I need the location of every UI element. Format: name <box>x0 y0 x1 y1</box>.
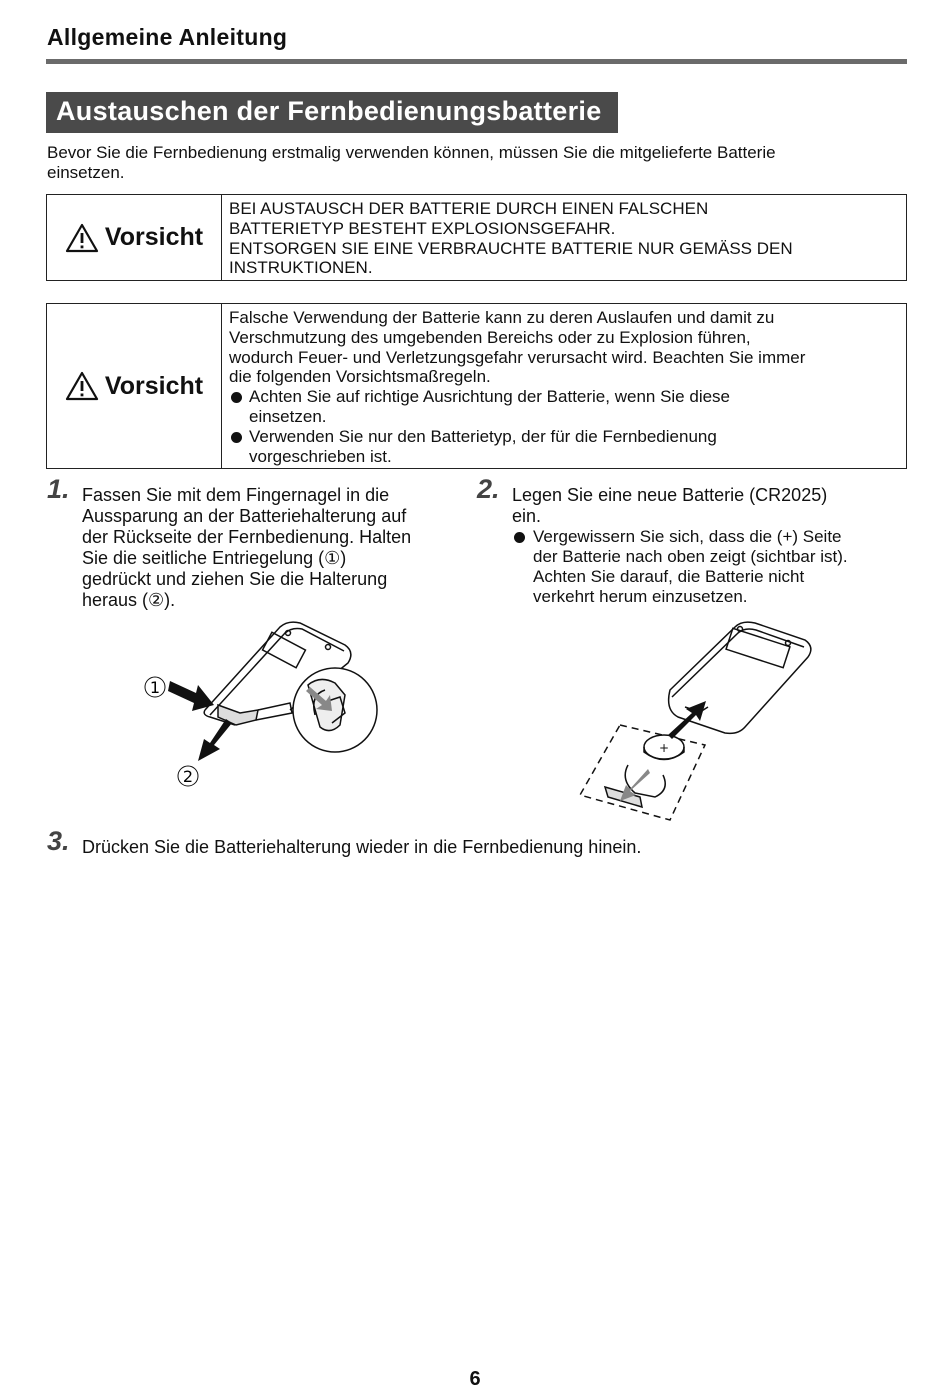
intro-line: Bevor Sie die Fernbedienung erstmalig verwenden können, müssen Sie die mitgelieferte Batterie <box>47 143 776 162</box>
caution-text <box>222 304 906 468</box>
step-text: Drücken Sie die Batteriehalterung wieder in die Fernbedienung hinein. <box>82 837 642 857</box>
bullet-dot-icon <box>514 532 525 543</box>
caution-bullet-list <box>229 387 898 466</box>
caution-line: BATTERIETYP BESTEHT EXPLOSIONSGEFAHR. <box>229 218 616 238</box>
caution-line: ENTSORGEN SIE EINE VERBRAUCHTE BATTERIE NUR GEMÄSS DEN <box>229 238 793 258</box>
caution-line: die folgenden Vorsichtsmaßregeln. <box>229 367 491 387</box>
header-rule <box>46 59 907 64</box>
bullet-line: Achten Sie darauf, die Batterie nicht <box>533 567 805 586</box>
bullet-line: vorgeschrieben ist. <box>249 446 392 466</box>
intro-paragraph <box>47 143 907 183</box>
battery-insertion-illustration <box>560 615 820 830</box>
figure-marker-1 <box>142 676 168 677</box>
step-number: 3. <box>47 826 70 856</box>
caution-label-text: Vorsicht <box>104 223 204 251</box>
step-bullet-list <box>512 527 897 607</box>
page-header-title: Allgemeine Anleitung <box>47 24 288 50</box>
step-line: heraus (②). <box>82 590 176 610</box>
bullet-line: einsetzen. <box>249 406 327 426</box>
caution-box-usage <box>46 303 907 469</box>
bullet-line: Vergewissern Sie sich, dass die (+) Seite <box>533 527 842 546</box>
step-line: Sie die seitliche Entriegelung (①) <box>82 548 347 568</box>
figure-marker-label: 2 <box>182 767 194 786</box>
step-line: ein. <box>512 506 542 526</box>
remote-battery-removal-illustration <box>140 615 390 795</box>
step-1 <box>47 474 467 611</box>
caution-box-explosion <box>46 194 907 281</box>
step-3 <box>47 826 907 858</box>
bullet-line: verkehrt herum einzusetzen. <box>533 587 748 606</box>
caution-bullet <box>229 427 898 467</box>
bullet-dot-icon <box>231 392 242 403</box>
step-line: der Rückseite der Fernbedienung. Halten <box>82 527 412 547</box>
caution-text <box>222 195 906 280</box>
bullet-line: Verwenden Sie nur den Batterietyp, der für die Fernbedienung <box>249 426 717 446</box>
step-text <box>512 485 897 527</box>
caution-bullet <box>229 387 898 427</box>
caution-label <box>47 304 222 468</box>
step-bullet <box>512 527 897 607</box>
bullet-line: der Batterie nach oben zeigt (sichtbar ist). <box>533 547 848 566</box>
caution-label-text: Vorsicht <box>104 371 204 400</box>
step-text <box>82 485 467 611</box>
step-line: Fassen Sie mit dem Fingernagel in die <box>82 485 390 505</box>
caution-line: BEI AUSTAUSCH DER BATTERIE DURCH EINEN FALSCHEN <box>229 199 709 218</box>
caution-label <box>47 195 222 280</box>
figure-marker-2 <box>175 765 201 766</box>
caution-line: INSTRUKTIONEN. <box>229 258 373 278</box>
figure-marker-label: 1 <box>149 678 161 697</box>
step-number: 1. <box>47 474 70 504</box>
step-line: Legen Sie eine neue Batterie (CR2025) <box>512 485 828 505</box>
step-line: gedrückt und ziehen Sie die Halterung <box>82 569 388 589</box>
warning-triangle-icon <box>65 371 99 401</box>
page-number: 6 <box>469 1368 481 1390</box>
caution-line: Verschmutzung des umgebenden Bereichs oder zu Explosion führen, <box>229 327 751 347</box>
intro-line: einsetzen. <box>47 163 125 182</box>
section-title: Austauschen der Fernbedienungsbatterie <box>46 92 618 133</box>
bullet-dot-icon <box>231 432 242 443</box>
caution-line: wodurch Feuer- und Verletzungsgefahr verursacht wird. Beachten Sie immer <box>229 347 806 367</box>
warning-triangle-icon <box>65 223 99 253</box>
step-number: 2. <box>477 474 500 504</box>
battery-plus-label: + <box>658 741 670 755</box>
step-2 <box>477 474 897 607</box>
caution-line: Falsche Verwendung der Batterie kann zu deren Auslaufen und damit zu <box>229 308 775 327</box>
bullet-line: Achten Sie auf richtige Ausrichtung der Batterie, wenn Sie diese <box>249 387 731 407</box>
step-line: Aussparung an der Batteriehalterung auf <box>82 506 407 526</box>
